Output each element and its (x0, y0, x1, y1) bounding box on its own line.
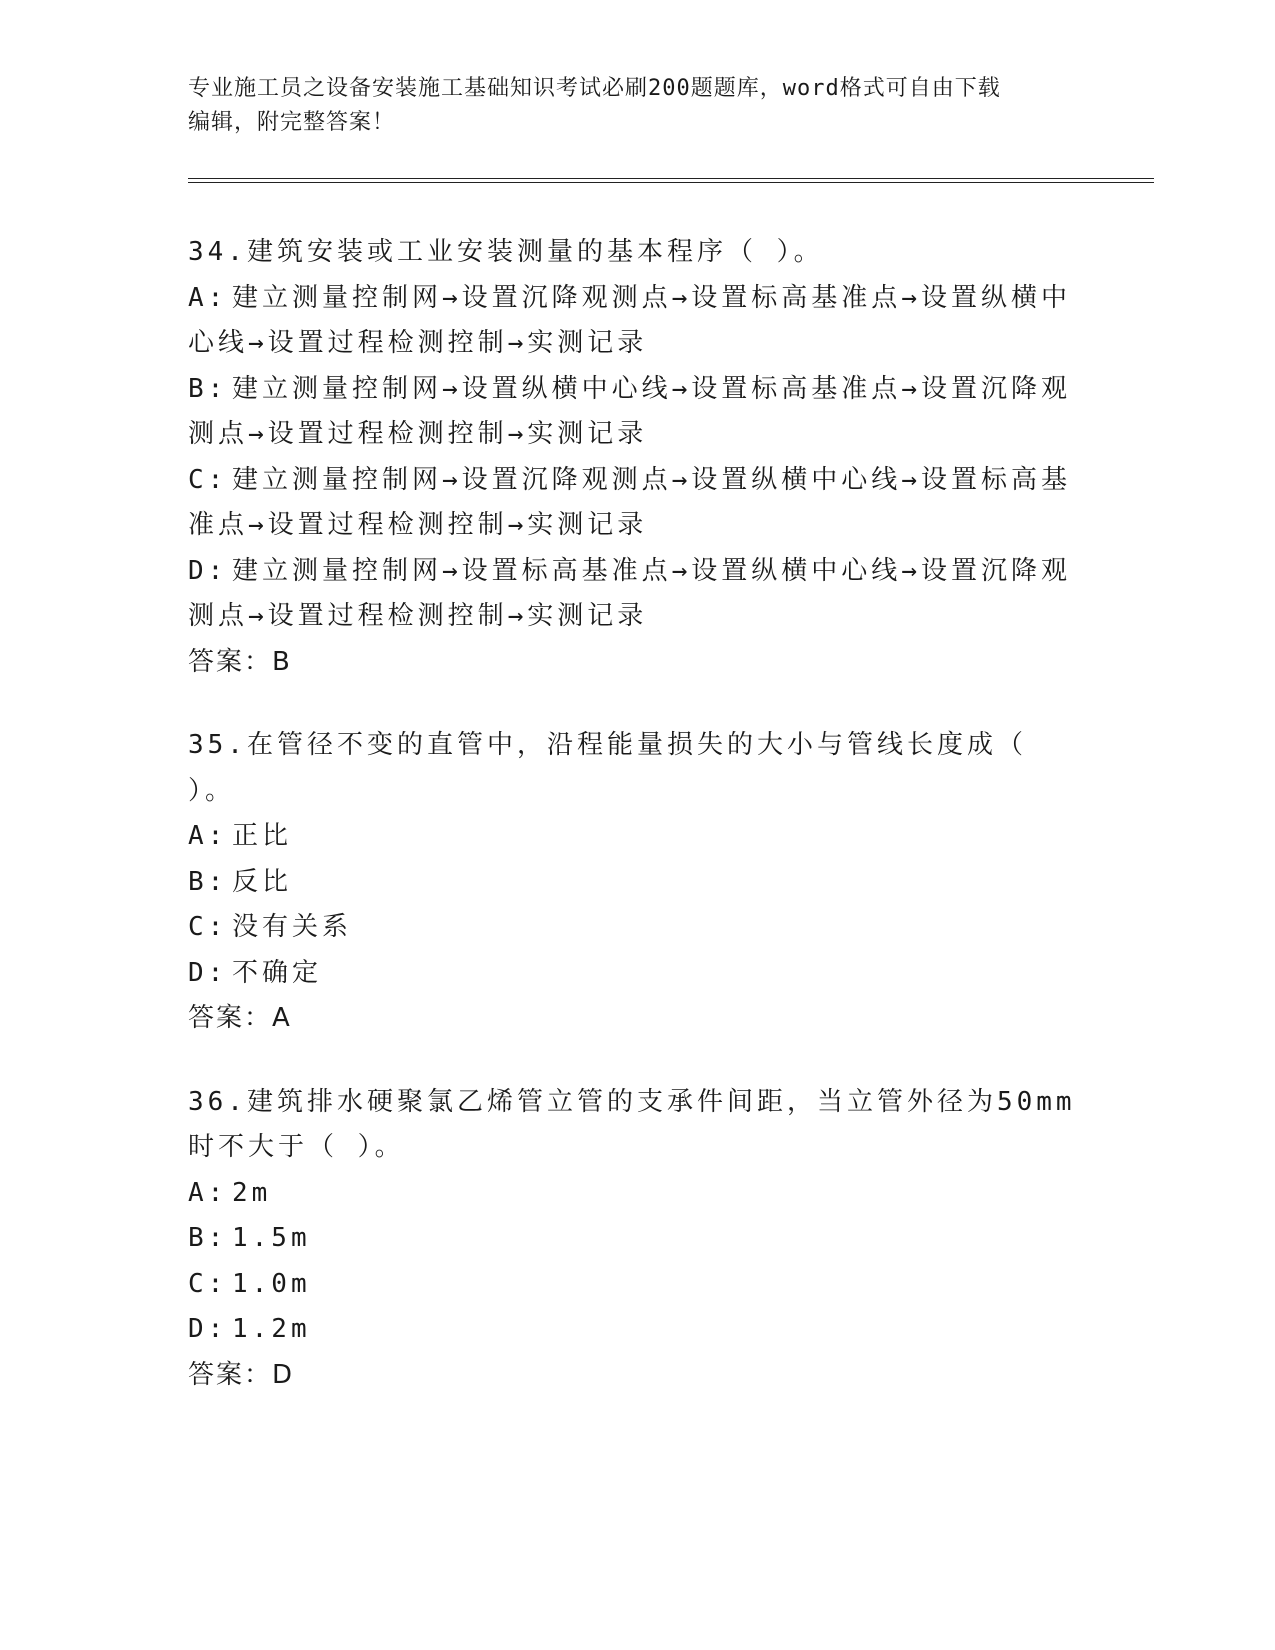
option-a (188, 814, 1088, 860)
option-d (188, 951, 1088, 997)
option-c (188, 905, 1088, 951)
option-text: 反比 (232, 866, 293, 897)
option-text: 1.0m (232, 1268, 311, 1299)
option-text: 建立测量控制网→设置纵横中心线→设置标高基准点→设置沉降观测点→设置过程检测控制→实测记录 (188, 373, 1071, 449)
header-line-1: 专业施工员之设备安装施工基础知识考试必刷200题题库，word格式可自由下载 (188, 76, 1001, 101)
option-text: 1.5m (232, 1223, 311, 1253)
question-34 (188, 230, 1088, 685)
option-a (188, 1171, 1088, 1217)
question-list (188, 230, 1088, 1436)
option-prefix: C: (188, 1268, 228, 1299)
option-prefix: A: (188, 1177, 228, 1208)
option-d (188, 1307, 1088, 1353)
option-b (188, 860, 1088, 906)
question-title: 35.在管径不变的直管中，沿程能量损失的大小与管线长度成（ ）。 (188, 730, 1027, 806)
question-title: 34.建筑安装或工业安装测量的基本程序（ ）。 (188, 237, 824, 267)
header-divider (188, 178, 1154, 183)
option-prefix: D: (188, 1314, 228, 1344)
option-b (188, 1216, 1088, 1262)
option-prefix: D: (188, 555, 228, 586)
option-d (188, 549, 1088, 640)
question-title: 36.建筑排水硬聚氯乙烯管立管的支承件间距，当立管外径为50mm时不大于（ ）。 (188, 1086, 1076, 1162)
option-text: 1.2m (232, 1314, 311, 1344)
question-35 (188, 723, 1088, 1042)
option-prefix: B: (188, 866, 228, 897)
document-header (188, 72, 1088, 140)
option-prefix: A: (188, 821, 228, 851)
option-text: 建立测量控制网→设置沉降观测点→设置纵横中心线→设置标高基准点→设置过程检测控制→实测记录 (188, 464, 1071, 540)
option-text: 不确定 (232, 957, 323, 988)
answer: 答案：D (188, 1359, 295, 1390)
option-prefix: C: (188, 464, 228, 495)
option-c (188, 1262, 1088, 1308)
option-text: 2m (232, 1177, 272, 1208)
header-line-2: 编辑，附完整答案！ (188, 110, 396, 135)
option-prefix: C: (188, 912, 228, 942)
option-text: 正比 (232, 821, 293, 851)
option-prefix: B: (188, 1223, 228, 1253)
option-b (188, 367, 1088, 458)
question-36 (188, 1080, 1088, 1399)
option-c (188, 458, 1088, 549)
option-prefix: D: (188, 957, 228, 988)
option-a (188, 276, 1088, 367)
option-prefix: B: (188, 373, 228, 404)
answer: 答案：B (188, 646, 292, 677)
option-text: 建立测量控制网→设置沉降观测点→设置标高基准点→设置纵横中心线→设置过程检测控制→实测记录 (188, 282, 1071, 358)
option-text: 建立测量控制网→设置标高基准点→设置纵横中心线→设置沉降观测点→设置过程检测控制→实测记录 (188, 555, 1071, 631)
option-text: 没有关系 (232, 912, 353, 942)
answer: 答案：A (188, 1003, 292, 1033)
option-prefix: A: (188, 282, 228, 313)
